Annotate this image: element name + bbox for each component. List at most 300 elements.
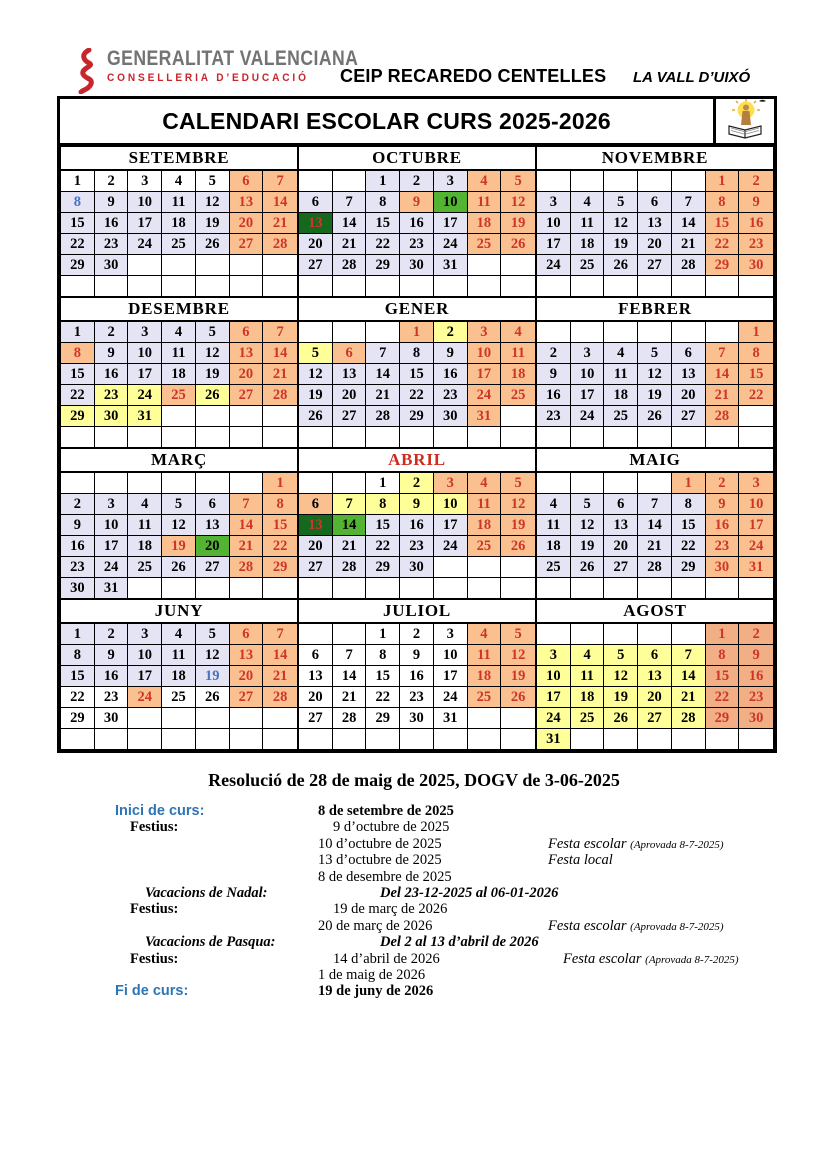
- day-cell: 14: [333, 515, 367, 536]
- empty-cell: [537, 171, 571, 192]
- day-cell: 22: [366, 687, 400, 708]
- month-OCTUBRE: [298, 146, 536, 297]
- day-cell: 26: [604, 255, 638, 276]
- day-cell: 17: [537, 234, 571, 255]
- month-days: [537, 171, 773, 296]
- day-cell: 27: [230, 687, 264, 708]
- month-days: [61, 624, 297, 749]
- day-cell: 27: [299, 557, 333, 578]
- info-value: 8 de desembre de 2025: [318, 868, 452, 885]
- empty-cell: [604, 729, 638, 749]
- empty-cell: [162, 473, 196, 494]
- empty-cell: [230, 427, 264, 447]
- empty-cell: [196, 276, 230, 296]
- day-cell: 26: [196, 687, 230, 708]
- empty-cell: [61, 473, 95, 494]
- day-cell: 16: [95, 213, 129, 234]
- day-cell: 1: [672, 473, 706, 494]
- day-cell: 10: [468, 343, 502, 364]
- empty-cell: [162, 406, 196, 427]
- day-cell: 21: [333, 536, 367, 557]
- empty-cell: [468, 427, 502, 447]
- day-cell: 28: [263, 234, 297, 255]
- day-cell: 3: [434, 473, 468, 494]
- day-cell: 28: [638, 557, 672, 578]
- day-cell: 3: [739, 473, 773, 494]
- day-cell: 6: [638, 192, 672, 213]
- info-row: [115, 819, 777, 835]
- info-value: 14 d’abril de 2026: [333, 950, 440, 967]
- day-cell: 8: [61, 343, 95, 364]
- day-cell: 8: [706, 645, 740, 666]
- day-cell: 20: [299, 234, 333, 255]
- day-cell: 9: [400, 494, 434, 515]
- day-cell: 10: [571, 364, 605, 385]
- day-cell: 13: [638, 666, 672, 687]
- day-cell: 11: [604, 364, 638, 385]
- day-cell: 28: [333, 708, 367, 729]
- day-cell: 3: [128, 171, 162, 192]
- day-cell: 13: [230, 645, 264, 666]
- day-cell: 29: [366, 255, 400, 276]
- empty-cell: [537, 427, 571, 447]
- day-cell: 17: [128, 364, 162, 385]
- empty-cell: [739, 427, 773, 447]
- day-cell: 10: [128, 192, 162, 213]
- day-cell: 22: [366, 234, 400, 255]
- day-cell: 29: [706, 708, 740, 729]
- empty-cell: [230, 276, 264, 296]
- empty-cell: [468, 255, 502, 276]
- day-cell: 1: [400, 322, 434, 343]
- note-text: Festa local: [548, 852, 613, 869]
- day-cell: 7: [263, 322, 297, 343]
- month-title: ABRIL: [299, 449, 535, 473]
- empty-cell: [299, 171, 333, 192]
- day-cell: 14: [333, 213, 367, 234]
- day-cell: 12: [638, 364, 672, 385]
- day-cell: 2: [95, 322, 129, 343]
- day-cell: 7: [638, 494, 672, 515]
- day-cell: 23: [95, 385, 129, 406]
- day-cell: 15: [366, 213, 400, 234]
- empty-cell: [434, 276, 468, 296]
- day-cell: 25: [162, 687, 196, 708]
- day-cell: 12: [501, 192, 535, 213]
- day-cell: 21: [333, 687, 367, 708]
- empty-cell: [434, 557, 468, 578]
- month-MAIG: [536, 448, 774, 599]
- day-cell: 9: [739, 645, 773, 666]
- day-cell: 8: [400, 343, 434, 364]
- day-cell: 20: [230, 213, 264, 234]
- school-logo-box: [713, 99, 774, 143]
- day-cell: 6: [638, 645, 672, 666]
- month-days: [537, 322, 773, 447]
- day-cell: 29: [366, 557, 400, 578]
- month-FEBRER: [536, 297, 774, 448]
- day-cell: 24: [128, 234, 162, 255]
- empty-cell: [571, 578, 605, 598]
- month-days: [299, 473, 535, 598]
- day-cell: 3: [128, 322, 162, 343]
- empty-cell: [263, 708, 297, 729]
- day-cell: 17: [434, 666, 468, 687]
- empty-cell: [571, 171, 605, 192]
- day-cell: 3: [537, 192, 571, 213]
- day-cell: 14: [706, 364, 740, 385]
- day-cell: 4: [468, 171, 502, 192]
- day-cell: 8: [366, 645, 400, 666]
- day-cell: 27: [230, 234, 264, 255]
- empty-cell: [366, 276, 400, 296]
- day-cell: 20: [672, 385, 706, 406]
- day-cell: 13: [230, 192, 264, 213]
- day-cell: 4: [604, 343, 638, 364]
- day-cell: 1: [706, 624, 740, 645]
- day-cell: 10: [95, 515, 129, 536]
- day-cell: 3: [571, 343, 605, 364]
- day-cell: 6: [196, 494, 230, 515]
- day-cell: 29: [672, 557, 706, 578]
- info-label: Inici de curs:: [115, 803, 205, 819]
- info-row: [115, 852, 777, 868]
- empty-cell: [638, 171, 672, 192]
- day-cell: 25: [162, 234, 196, 255]
- day-cell: 26: [196, 385, 230, 406]
- generalitat-dept-name: CONSELLERIA D’EDUCACIÓ: [107, 72, 309, 84]
- day-cell: 11: [162, 645, 196, 666]
- day-cell: 2: [95, 624, 129, 645]
- day-cell: 6: [604, 494, 638, 515]
- month-title: MARÇ: [61, 449, 297, 473]
- day-cell: 27: [638, 255, 672, 276]
- empty-cell: [128, 729, 162, 749]
- month-JUNY: [60, 599, 298, 750]
- day-cell: 24: [571, 406, 605, 427]
- day-cell: 2: [400, 473, 434, 494]
- day-cell: 2: [95, 171, 129, 192]
- day-cell: 15: [400, 364, 434, 385]
- day-cell: 27: [196, 557, 230, 578]
- day-cell: 28: [672, 708, 706, 729]
- info-note: [610, 885, 777, 901]
- day-cell: 23: [739, 234, 773, 255]
- info-note: [548, 918, 777, 934]
- day-cell: 1: [263, 473, 297, 494]
- info-note: [563, 951, 777, 967]
- empty-cell: [263, 729, 297, 749]
- empty-cell: [299, 729, 333, 749]
- month-days: [299, 171, 535, 296]
- empty-cell: [128, 473, 162, 494]
- day-cell: 1: [61, 171, 95, 192]
- day-cell: 16: [739, 666, 773, 687]
- empty-cell: [333, 729, 367, 749]
- empty-cell: [263, 255, 297, 276]
- day-cell: 23: [400, 234, 434, 255]
- day-cell: 9: [739, 192, 773, 213]
- info-note: [548, 983, 777, 999]
- day-cell: 3: [468, 322, 502, 343]
- day-cell: 6: [672, 343, 706, 364]
- info-value: Del 23-12-2025 al 06-01-2026: [380, 884, 559, 901]
- day-cell: 1: [739, 322, 773, 343]
- day-cell: 26: [162, 557, 196, 578]
- empty-cell: [61, 729, 95, 749]
- day-cell: 14: [333, 666, 367, 687]
- day-cell: 30: [61, 578, 95, 598]
- day-cell: 27: [604, 557, 638, 578]
- day-cell: 8: [739, 343, 773, 364]
- day-cell: 8: [672, 494, 706, 515]
- day-cell: 25: [468, 234, 502, 255]
- empty-cell: [604, 578, 638, 598]
- day-cell: 23: [400, 536, 434, 557]
- empty-cell: [604, 322, 638, 343]
- day-cell: 25: [468, 536, 502, 557]
- city-name: LA VALL D’UIXÓ: [633, 69, 751, 86]
- day-cell: 28: [230, 557, 264, 578]
- empty-cell: [128, 578, 162, 598]
- day-cell: 22: [61, 687, 95, 708]
- empty-cell: [501, 255, 535, 276]
- empty-cell: [571, 729, 605, 749]
- month-ABRIL: [298, 448, 536, 599]
- day-cell: 17: [434, 515, 468, 536]
- info-label: [115, 869, 318, 885]
- empty-cell: [501, 557, 535, 578]
- day-cell: 21: [366, 385, 400, 406]
- calendar-title: CALENDARI ESCOLAR CURS 2025-2026: [162, 107, 611, 134]
- day-cell: 13: [604, 515, 638, 536]
- day-cell: 20: [196, 536, 230, 557]
- day-cell: 28: [366, 406, 400, 427]
- empty-cell: [333, 427, 367, 447]
- empty-cell: [263, 427, 297, 447]
- day-cell: 26: [501, 234, 535, 255]
- day-cell: 21: [263, 213, 297, 234]
- day-cell: 20: [333, 385, 367, 406]
- day-cell: 22: [706, 234, 740, 255]
- info-row: [115, 934, 777, 950]
- empty-cell: [299, 322, 333, 343]
- month-title: GENER: [299, 298, 535, 322]
- empty-cell: [501, 729, 535, 749]
- day-cell: 2: [537, 343, 571, 364]
- day-cell: 26: [299, 406, 333, 427]
- day-cell: 11: [468, 192, 502, 213]
- day-cell: 2: [434, 322, 468, 343]
- day-cell: 25: [604, 406, 638, 427]
- day-cell: 13: [672, 364, 706, 385]
- day-cell: 7: [672, 192, 706, 213]
- day-cell: 24: [468, 385, 502, 406]
- day-cell: 1: [61, 624, 95, 645]
- day-cell: 24: [537, 708, 571, 729]
- day-cell: 1: [366, 473, 400, 494]
- empty-cell: [537, 322, 571, 343]
- day-cell: 21: [672, 687, 706, 708]
- info-row: [115, 918, 777, 934]
- info-label: Fi de curs:: [115, 983, 189, 1000]
- day-cell: 7: [263, 171, 297, 192]
- empty-cell: [95, 473, 129, 494]
- day-cell: 13: [299, 213, 333, 234]
- day-cell: 26: [196, 234, 230, 255]
- day-cell: 16: [706, 515, 740, 536]
- months-grid: [60, 146, 774, 750]
- month-GENER: [298, 297, 536, 448]
- empty-cell: [299, 473, 333, 494]
- empty-cell: [400, 729, 434, 749]
- day-cell: 29: [263, 557, 297, 578]
- info-label: Festius:: [130, 901, 179, 918]
- info-value: 19 de juny de 2026: [318, 983, 434, 1000]
- note-approval-text: (Aprovada 8-7-2025): [630, 838, 724, 851]
- empty-cell: [604, 276, 638, 296]
- day-cell: 22: [61, 234, 95, 255]
- month-title: MAIG: [537, 449, 773, 473]
- day-cell: 11: [537, 515, 571, 536]
- day-cell: 30: [95, 708, 129, 729]
- day-cell: 20: [638, 234, 672, 255]
- empty-cell: [162, 729, 196, 749]
- day-cell: 16: [61, 536, 95, 557]
- empty-cell: [230, 255, 264, 276]
- empty-cell: [638, 276, 672, 296]
- info-note: [548, 967, 777, 983]
- empty-cell: [638, 624, 672, 645]
- info-value: 20 de març de 2026: [318, 917, 433, 934]
- empty-cell: [61, 276, 95, 296]
- day-cell: 10: [739, 494, 773, 515]
- generalitat-emblem-icon: [76, 48, 100, 99]
- day-cell: 12: [501, 645, 535, 666]
- day-cell: 1: [366, 624, 400, 645]
- day-cell: 4: [501, 322, 535, 343]
- note-text: Festa escolar: [563, 950, 646, 967]
- day-cell: 9: [95, 192, 129, 213]
- empty-cell: [672, 578, 706, 598]
- empty-cell: [672, 171, 706, 192]
- day-cell: 23: [95, 687, 129, 708]
- day-cell: 6: [333, 343, 367, 364]
- day-cell: 11: [468, 494, 502, 515]
- day-cell: 21: [672, 234, 706, 255]
- empty-cell: [299, 427, 333, 447]
- day-cell: 5: [501, 473, 535, 494]
- day-cell: 11: [571, 213, 605, 234]
- empty-cell: [604, 171, 638, 192]
- day-cell: 25: [501, 385, 535, 406]
- info-value: 8 de setembre de 2025: [318, 803, 454, 819]
- info-row: [115, 836, 777, 852]
- day-cell: 3: [434, 624, 468, 645]
- info-value: 13 d’octubre de 2025: [318, 852, 442, 869]
- day-cell: 4: [571, 645, 605, 666]
- day-cell: 6: [299, 494, 333, 515]
- day-cell: 24: [739, 536, 773, 557]
- empty-cell: [434, 427, 468, 447]
- day-cell: 24: [434, 234, 468, 255]
- info-label: [115, 967, 318, 983]
- day-cell: 22: [706, 687, 740, 708]
- day-cell: 4: [162, 322, 196, 343]
- day-cell: 5: [571, 494, 605, 515]
- empty-cell: [366, 427, 400, 447]
- empty-cell: [672, 276, 706, 296]
- day-cell: 30: [706, 557, 740, 578]
- day-cell: 29: [61, 708, 95, 729]
- day-cell: 20: [299, 536, 333, 557]
- empty-cell: [366, 322, 400, 343]
- empty-cell: [537, 473, 571, 494]
- empty-cell: [706, 322, 740, 343]
- day-cell: 26: [501, 536, 535, 557]
- empty-cell: [468, 729, 502, 749]
- day-cell: 12: [501, 494, 535, 515]
- info-row: [115, 803, 777, 819]
- day-cell: 11: [571, 666, 605, 687]
- month-AGOST: [536, 599, 774, 750]
- empty-cell: [604, 624, 638, 645]
- day-cell: 5: [196, 624, 230, 645]
- day-cell: 17: [95, 536, 129, 557]
- day-cell: 7: [672, 645, 706, 666]
- day-cell: 17: [128, 213, 162, 234]
- day-cell: 18: [537, 536, 571, 557]
- day-cell: 14: [366, 364, 400, 385]
- day-cell: 16: [95, 666, 129, 687]
- day-cell: 6: [230, 322, 264, 343]
- empty-cell: [739, 729, 773, 749]
- day-cell: 9: [95, 645, 129, 666]
- month-MARÇ: [60, 448, 298, 599]
- month-days: [299, 322, 535, 447]
- day-cell: 1: [366, 171, 400, 192]
- empty-cell: [196, 406, 230, 427]
- day-cell: 19: [162, 536, 196, 557]
- info-list: [115, 803, 777, 1000]
- empty-cell: [571, 427, 605, 447]
- empty-cell: [739, 406, 773, 427]
- month-days: [61, 322, 297, 447]
- day-cell: 27: [638, 708, 672, 729]
- day-cell: 6: [230, 624, 264, 645]
- day-cell: 3: [95, 494, 129, 515]
- day-cell: 29: [61, 406, 95, 427]
- day-cell: 18: [571, 687, 605, 708]
- day-cell: 31: [537, 729, 571, 749]
- day-cell: 18: [162, 213, 196, 234]
- day-cell: 31: [434, 255, 468, 276]
- day-cell: 26: [571, 557, 605, 578]
- day-cell: 2: [739, 624, 773, 645]
- day-cell: 16: [95, 364, 129, 385]
- day-cell: 4: [537, 494, 571, 515]
- day-cell: 10: [128, 645, 162, 666]
- empty-cell: [128, 427, 162, 447]
- day-cell: 2: [706, 473, 740, 494]
- info-row: [115, 869, 777, 885]
- note-text: Festa escolar: [548, 917, 631, 934]
- day-cell: 8: [366, 494, 400, 515]
- empty-cell: [128, 255, 162, 276]
- day-cell: 11: [468, 645, 502, 666]
- day-cell: 17: [434, 213, 468, 234]
- day-cell: 24: [434, 687, 468, 708]
